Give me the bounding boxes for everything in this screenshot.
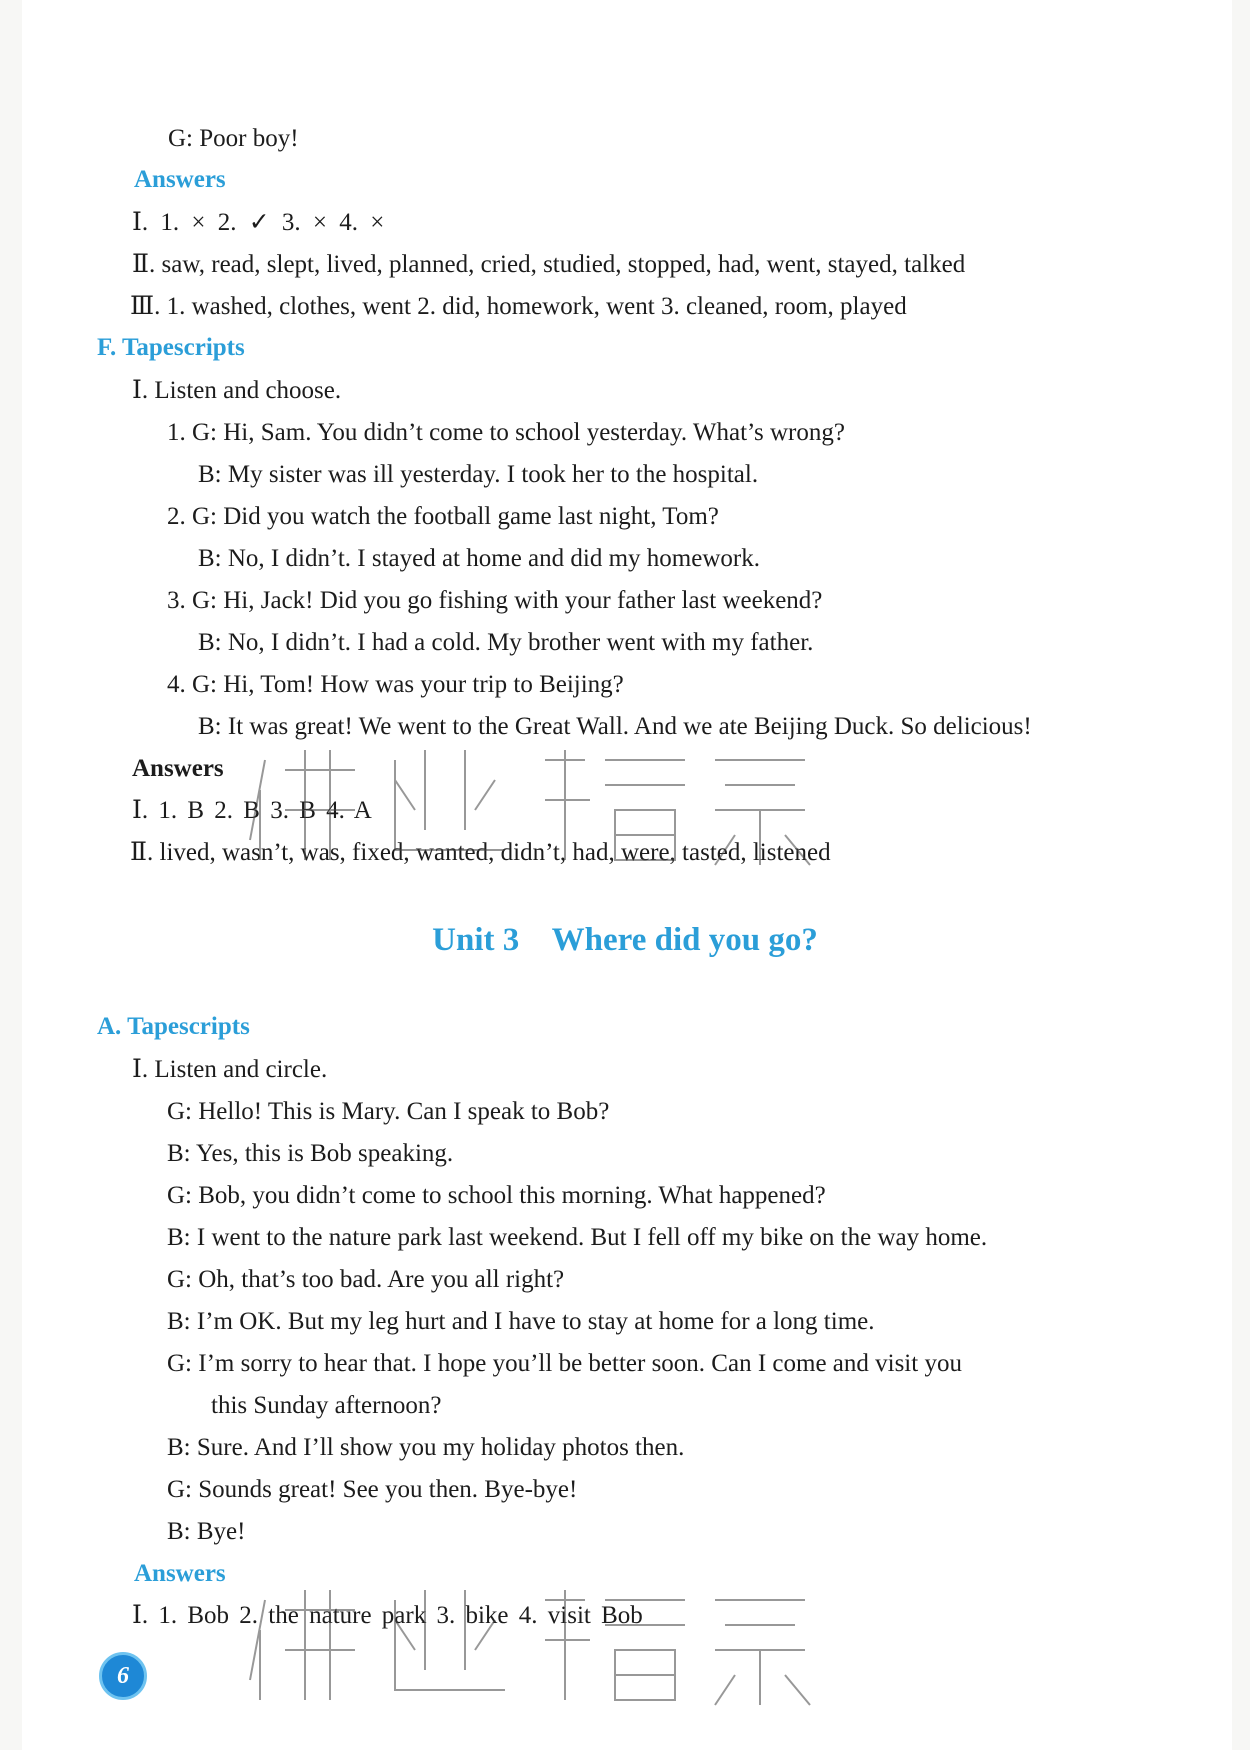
dialogue-line: 2. G: Did you watch the football game last night, Tom? bbox=[167, 503, 719, 530]
dialogue-line: B: Bye! bbox=[167, 1518, 246, 1545]
unit-title: Unit 3 Where did you go? bbox=[432, 922, 818, 958]
dialogue-line: G: Hello! This is Mary. Can I speak to Bob? bbox=[167, 1098, 610, 1125]
dialogue-line: G: Bob, you didn’t come to school this morning. What happened? bbox=[167, 1182, 826, 1209]
dialogue-line: B: No, I didn’t. I had a cold. My brother went with my father. bbox=[198, 629, 814, 656]
instruction-line: Ⅰ. Listen and circle. bbox=[132, 1056, 328, 1083]
dialogue-line: G: Poor boy! bbox=[168, 125, 299, 152]
dialogue-line: G: Sounds great! See you then. Bye-bye! bbox=[167, 1476, 578, 1503]
page-number-badge: 6 bbox=[99, 1652, 147, 1700]
answer-line: Ⅲ. 1. washed, clothes, went 2. did, homework, went 3. cleaned, room, played bbox=[130, 293, 907, 320]
dialogue-line: B: Sure. And I’ll show you my holiday photos then. bbox=[167, 1434, 685, 1461]
dialogue-line: B: I went to the nature park last weekend. But I fell off my bike on the way home. bbox=[167, 1224, 988, 1251]
dialogue-line: B: It was great! We went to the Great Wall. And we ate Beijing Duck. So delicious! bbox=[198, 713, 1032, 740]
section-heading: F. Tapescripts bbox=[97, 334, 245, 361]
dialogue-line: B: My sister was ill yesterday. I took her to the hospital. bbox=[198, 461, 759, 488]
answer-line: Ⅰ. 1. B 2. B 3. B 4. A bbox=[132, 797, 372, 824]
answer-line: Ⅱ. lived, wasn’t, was, fixed, wanted, didn’t, had, were, tasted, listened bbox=[130, 839, 831, 866]
answers-heading: Answers bbox=[134, 166, 226, 193]
answers-heading: Answers bbox=[132, 755, 224, 782]
dialogue-line: B: Yes, this is Bob speaking. bbox=[167, 1140, 454, 1167]
answers-heading: Answers bbox=[134, 1560, 226, 1587]
section-heading: A. Tapescripts bbox=[97, 1013, 250, 1040]
dialogue-line: 4. G: Hi, Tom! How was your trip to Beijing? bbox=[167, 671, 624, 698]
dialogue-line: 1. G: Hi, Sam. You didn’t come to school yesterday. What’s wrong? bbox=[167, 419, 845, 446]
answer-line: Ⅱ. saw, read, slept, lived, planned, cried, studied, stopped, had, went, stayed, talked bbox=[132, 251, 966, 278]
dialogue-line: G: I’m sorry to hear that. I hope you’ll be better soon. Can I come and visit you bbox=[167, 1350, 962, 1377]
dialogue-line: G: Oh, that’s too bad. Are you all right? bbox=[167, 1266, 565, 1293]
dialogue-line: this Sunday afternoon? bbox=[211, 1392, 442, 1419]
dialogue-line: 3. G: Hi, Jack! Did you go fishing with your father last weekend? bbox=[167, 587, 823, 614]
answer-line: Ⅰ. 1. Bob 2. the nature park 3. bike 4. visit Bob bbox=[132, 1602, 643, 1629]
instruction-line: Ⅰ. Listen and choose. bbox=[132, 377, 342, 404]
answer-line: Ⅰ. 1. × 2. ✓ 3. × 4. × bbox=[132, 209, 385, 236]
dialogue-line: B: I’m OK. But my leg hurt and I have to stay at home for a long time. bbox=[167, 1308, 875, 1335]
dialogue-line: B: No, I didn’t. I stayed at home and did my homework. bbox=[198, 545, 760, 572]
